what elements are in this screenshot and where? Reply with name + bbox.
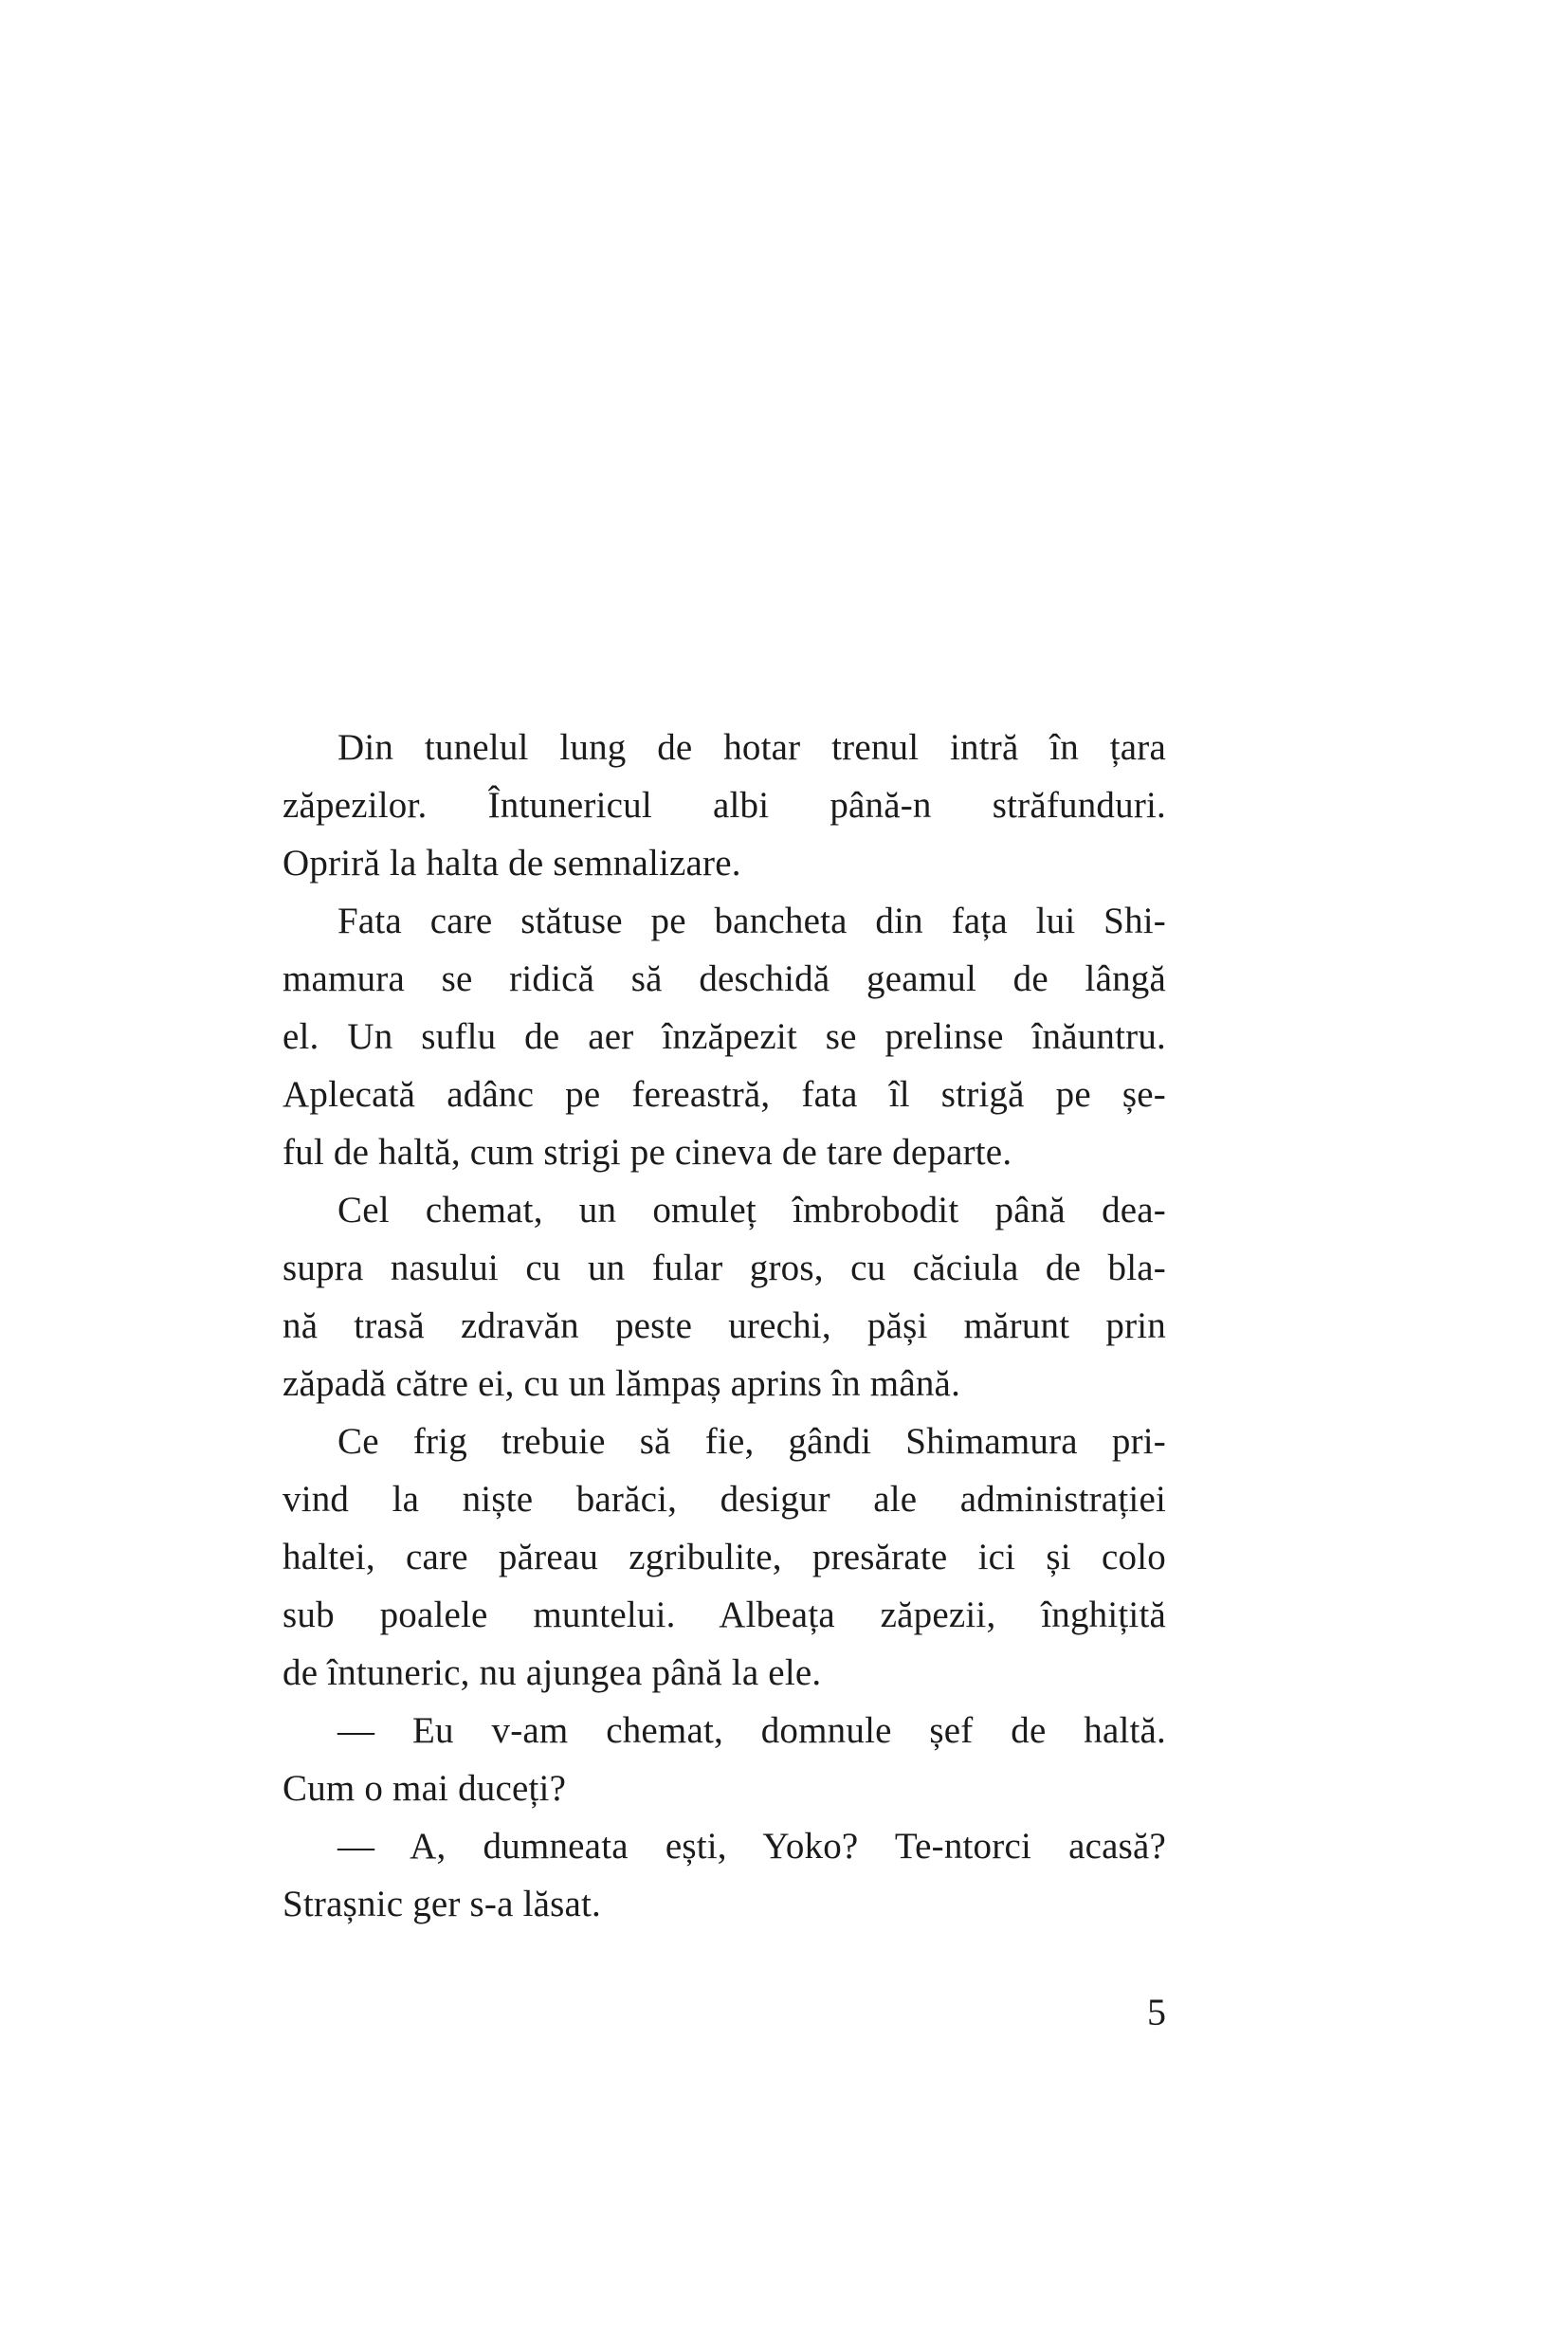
text-line: de întuneric, nu ajungea până la ele. — [283, 1652, 822, 1693]
text-line: ful de haltă, cum strigi pe cineva de tare departe. — [283, 1132, 1012, 1173]
text-line: Aplecată adânc pe fereastră, fata îl strigă pe șe- — [283, 1074, 1166, 1115]
text-line: Strașnic ger s-a lăsat. — [283, 1884, 601, 1924]
text-line: Opriră la halta de semnalizare. — [283, 843, 741, 884]
text-line: vind la niște barăci, desigur ale administrației — [283, 1479, 1166, 1520]
text-line: supra nasului cu un fular gros, cu căciula de bla- — [283, 1248, 1166, 1288]
text-block — [283, 719, 1166, 1933]
paragraph — [283, 1817, 1166, 1933]
paragraph — [283, 1702, 1166, 1817]
text-line: Din tunelul lung de hotar trenul intră în țara — [337, 727, 1166, 768]
paragraph — [283, 1412, 1166, 1702]
text-line: zăpezilor. Întunericul albi până-n străfunduri. — [283, 785, 1166, 826]
text-line: — A, dumneata ești, Yoko? Te-ntorci acasă? — [337, 1826, 1166, 1867]
text-line: nă trasă zdravăn peste urechi, păși mărunt prin — [283, 1305, 1166, 1346]
text-line: haltei, care păreau zgribulite, presărate ici și colo — [283, 1537, 1166, 1577]
text-line: sub poalele muntelui. Albeața zăpezii, înghițită — [283, 1595, 1166, 1635]
text-line: Cum o mai duceți? — [283, 1768, 567, 1809]
paragraph — [283, 719, 1166, 892]
text-line: el. Un suflu de aer înzăpezit se prelinse înăuntru. — [283, 1016, 1166, 1057]
page-number: 5 — [1147, 1991, 1166, 2033]
paragraph — [283, 1181, 1166, 1412]
text-line: zăpadă către ei, cu un lămpaș aprins în mână. — [283, 1363, 961, 1404]
text-line: — Eu v-am chemat, domnule șef de haltă. — [337, 1710, 1166, 1751]
paragraph — [283, 892, 1166, 1181]
text-line: Cel chemat, un omuleț îmbrobodit până dea- — [337, 1190, 1166, 1230]
text-line: Fata care stătuse pe bancheta din fața lui Shi- — [337, 901, 1166, 941]
text-line: mamura se ridică să deschidă geamul de lângă — [283, 958, 1166, 999]
text-line: Ce frig trebuie să fie, gândi Shimamura pri- — [337, 1421, 1166, 1462]
